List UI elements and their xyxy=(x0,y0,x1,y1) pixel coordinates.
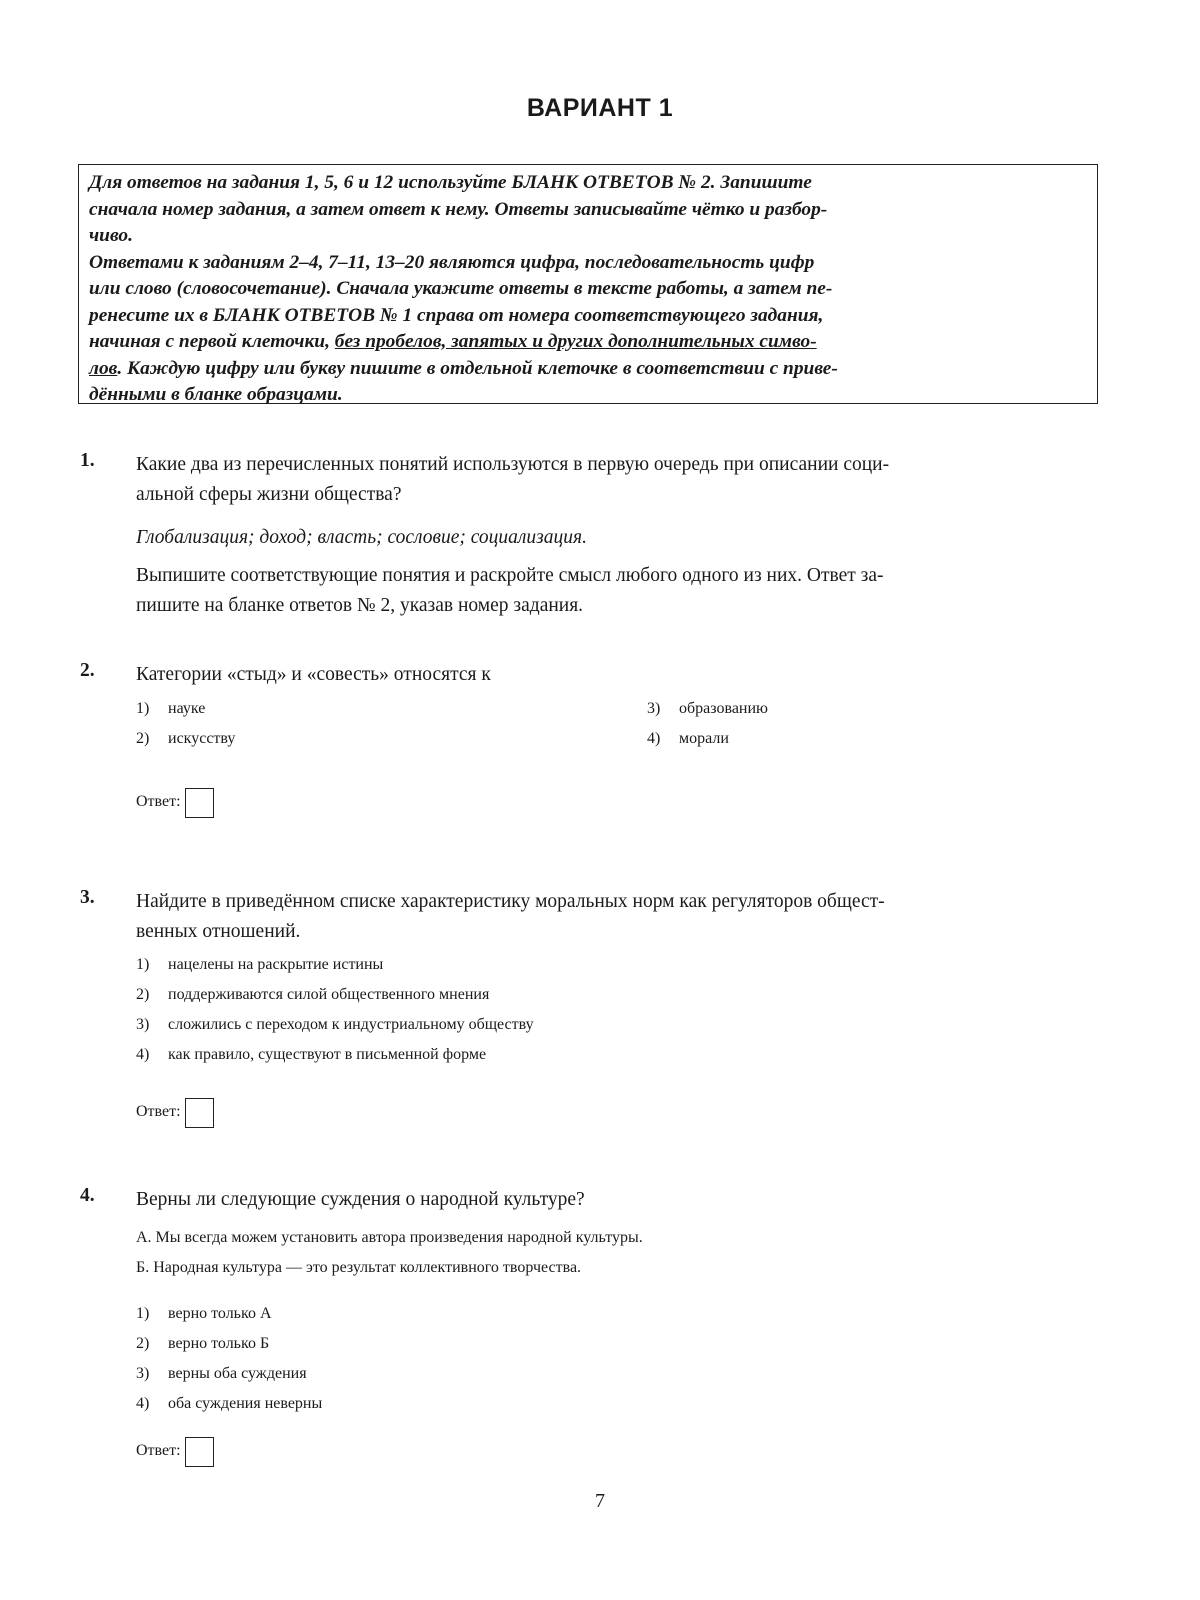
answer-label: Ответ: xyxy=(136,1103,181,1120)
instruction-underlined: без пробелов, запятых и других дополнительных симво- xyxy=(334,331,817,352)
instruction-line: сначала номер задания, а затем ответ к нему. Ответы записывайте чётко и разбор- xyxy=(89,198,828,220)
answer-row xyxy=(136,1098,214,1128)
option: 2) верно только Б xyxy=(136,1335,270,1352)
answer-box[interactable] xyxy=(185,788,214,818)
answer-box[interactable] xyxy=(185,1437,214,1467)
answer-label: Ответ: xyxy=(136,1442,181,1459)
statement: Б. Народная культура — это результат коллективного творчества. xyxy=(136,1259,582,1276)
option: 2) поддерживаются силой общественного мнения xyxy=(136,986,490,1003)
task-line: пишите на бланке ответов № 2, указав номер задания. xyxy=(136,595,584,616)
instruction-line: дёнными в бланке образцами. xyxy=(89,384,343,405)
instructions-box xyxy=(78,164,1098,404)
instruction-line: Ответами к заданиям 2–4, 7–11, 13–20 являются цифра, последовательность цифр xyxy=(89,251,815,273)
option: 1) нацелены на раскрытие истины xyxy=(136,956,384,973)
instruction-line: или слово (словосочетание). Сначала укажите ответы в тексте работы, а затем пе- xyxy=(89,278,833,299)
page-number: 7 xyxy=(595,1490,605,1512)
instruction-line xyxy=(89,356,1087,383)
option: 3) образованию xyxy=(647,700,768,717)
instruction-line xyxy=(89,329,1087,356)
option: 4) как правило, существуют в письменной форме xyxy=(136,1046,487,1063)
option: 3) верны оба суждения xyxy=(136,1365,307,1382)
question-number: 4. xyxy=(80,1185,95,1206)
option: 1) науке xyxy=(136,700,206,717)
statement: А. Мы всегда можем установить автора произведения народной культуры. xyxy=(136,1229,643,1246)
option: 2) искусству xyxy=(136,730,236,747)
question-line: Найдите в приведённом списке характеристику моральных норм как регуляторов общест- xyxy=(136,891,885,912)
instruction-underlined: лов xyxy=(89,357,118,379)
answer-box[interactable] xyxy=(185,1098,214,1128)
instruction-fragment: . Каждую цифру или букву пишите в отдельной клеточке в соответствии с приве- xyxy=(117,357,838,379)
option: 4) оба суждения неверны xyxy=(136,1395,323,1412)
question-text xyxy=(136,887,1098,947)
question-number: 2. xyxy=(80,660,95,681)
question-number: 1. xyxy=(80,450,95,471)
option: 4) морали xyxy=(647,730,729,747)
option: 1) верно только А xyxy=(136,1305,272,1322)
question-line: альной сферы жизни общества? xyxy=(136,484,402,505)
instruction-fragment: начиная с первой клеточки, xyxy=(89,331,335,352)
option: 3) сложились с переходом к индустриальному обществу xyxy=(136,1016,534,1033)
question-text: Категории «стыд» и «совесть» относятся к xyxy=(136,664,491,685)
instruction-line: Для ответов на задания 1, 5, 6 и 12 используйте БЛАНК ОТВЕТОВ № 2. Запишите xyxy=(89,172,812,193)
instruction-line: ренесите их в БЛАНК ОТВЕТОВ № 1 справа от номера соответствующего задания, xyxy=(89,304,824,326)
answer-row xyxy=(136,1437,214,1467)
task-line: Выпишите соответствующие понятия и раскройте смысл любого одного из них. Ответ за- xyxy=(136,565,884,586)
question-text xyxy=(136,450,1098,621)
question-text: Верны ли следующие суждения о народной культуре? xyxy=(136,1189,585,1210)
instruction-line: чиво. xyxy=(89,225,133,246)
question-line: Какие два из перечисленных понятий используются в первую очередь при описании соци- xyxy=(136,454,890,475)
variant-title: ВАРИАНТ 1 xyxy=(526,94,674,122)
question-line: венных отношений. xyxy=(136,921,301,942)
concepts-list: Глобализация; доход; власть; сословие; социализация. xyxy=(136,527,587,548)
question-number: 3. xyxy=(80,887,95,908)
answer-row xyxy=(136,788,214,818)
answer-label: Ответ: xyxy=(136,793,181,810)
